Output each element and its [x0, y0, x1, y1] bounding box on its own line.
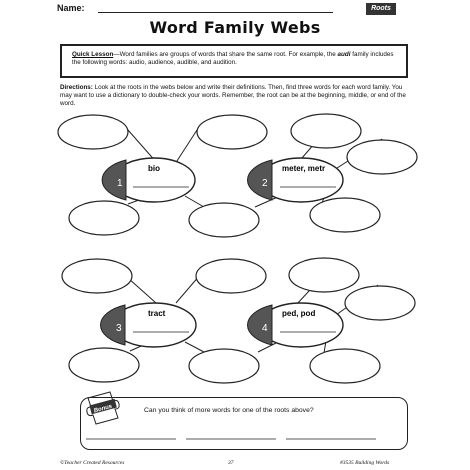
- quick-lesson-highlight: audi: [337, 51, 351, 58]
- footer-publisher: ©Teacher Created Resources: [60, 460, 125, 466]
- root-word-2: meter, metr: [282, 164, 326, 173]
- name-label: Name:: [57, 3, 85, 13]
- directions-label: Directions:: [60, 84, 93, 91]
- root-word-3: tract: [148, 309, 166, 318]
- answer-oval[interactable]: [58, 115, 128, 149]
- answer-oval[interactable]: [189, 203, 259, 237]
- answer-oval[interactable]: [291, 114, 361, 148]
- bonus-question: Can you think of more words for one of the roots above?: [144, 407, 314, 414]
- word-web-1: [58, 115, 267, 237]
- web-number-1: 1: [117, 178, 123, 189]
- footer-page-number: 37: [228, 460, 234, 466]
- page-title: Word Family Webs: [149, 18, 321, 37]
- answer-oval[interactable]: [196, 259, 266, 293]
- answer-oval[interactable]: [347, 140, 417, 174]
- word-web-2: [247, 114, 417, 232]
- answer-oval[interactable]: [69, 201, 139, 235]
- directions-text: Look at the roots in the webs below and write their definitions. Then, find three words for each word family. You may want to use a dictionary to double-check your words. Remember, the root can be at the beginning, middle, or end of the word.: [60, 84, 406, 107]
- number-tab-4: [247, 305, 272, 345]
- quick-lesson-label: Quick Lesson: [72, 51, 114, 58]
- answer-oval[interactable]: [345, 286, 415, 320]
- word-web-3: [62, 259, 266, 383]
- answer-oval[interactable]: [197, 115, 267, 149]
- footer-book-title: #3535 Building Words: [340, 460, 390, 466]
- quick-lesson-text-1: —Word families are groups of words that share the same root. For example, the: [113, 51, 338, 58]
- root-word-4: ped, pod: [282, 309, 316, 318]
- roots-tag: Roots: [366, 3, 396, 15]
- answer-oval[interactable]: [189, 349, 259, 383]
- root-word-1: bio: [148, 164, 160, 173]
- web-number-2: 2: [262, 178, 268, 189]
- answer-oval[interactable]: [310, 349, 380, 383]
- bonus-badge-label: Bonus: [93, 403, 113, 415]
- answer-oval[interactable]: [310, 198, 380, 232]
- web-number-4: 4: [262, 323, 268, 334]
- word-web-4: [247, 258, 415, 383]
- answer-oval[interactable]: [62, 259, 132, 293]
- bonus-box: [80, 397, 408, 450]
- web-number-3: 3: [116, 323, 122, 334]
- number-tab-2: [247, 160, 272, 200]
- answer-oval[interactable]: [69, 348, 139, 382]
- answer-oval[interactable]: [289, 258, 359, 292]
- quick-lesson-text-2: family includes the following words: audio, audience, audible, and audition.: [72, 51, 394, 66]
